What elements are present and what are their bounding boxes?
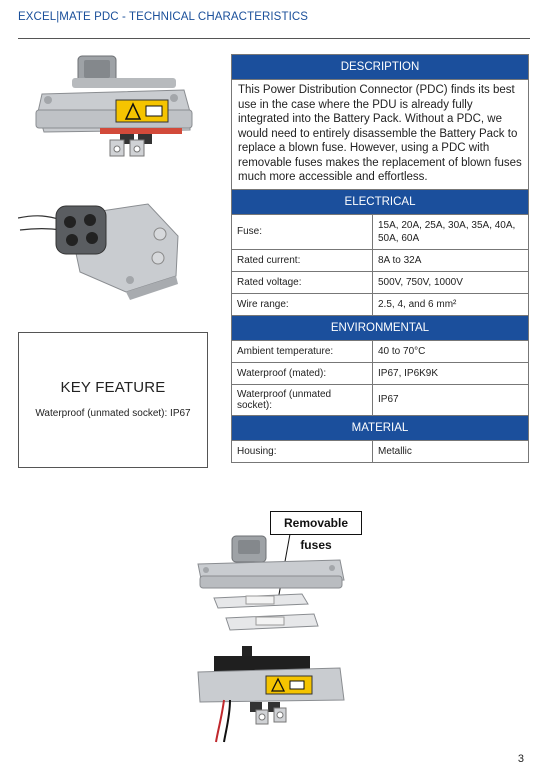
rated-voltage-value: 500V, 750V, 1000V [373, 271, 529, 293]
fuse-value: 15A, 20A, 25A, 30A, 35A, 40A, 50A, 60A [373, 214, 529, 249]
waterproof-unmated-value: IP67 [373, 384, 529, 415]
pdc-product-image-connector [18, 186, 188, 306]
fuse-label: Fuse: [232, 214, 373, 249]
waterproof-unmated-label: Waterproof (unmated socket): [232, 384, 373, 415]
description-heading: DESCRIPTION [232, 55, 529, 80]
key-feature-text: Waterproof (unmated socket): IP67 [35, 408, 191, 419]
key-feature-title: KEY FEATURE [60, 379, 166, 396]
spec-table [231, 54, 529, 463]
environmental-heading: ENVIRONMENTAL [232, 315, 529, 340]
material-heading: MATERIAL [232, 415, 529, 440]
ambient-temperature-label: Ambient temperature: [232, 340, 373, 362]
rated-current-label: Rated current: [232, 249, 373, 271]
housing-label: Housing: [232, 440, 373, 462]
electrical-heading: ELECTRICAL [232, 189, 529, 214]
key-feature-box [18, 332, 208, 468]
page-number: 3 [517, 753, 524, 765]
page-header-title: EXCEL|MATE PDC - TECHNICAL CHARACTERISTICS [18, 11, 309, 23]
waterproof-mated-value: IP67, IP6K9K [373, 362, 529, 384]
rated-voltage-label: Rated voltage: [232, 271, 373, 293]
header-divider [18, 38, 530, 39]
wire-range-value: 2.5, 4, and 6 mm² [373, 293, 529, 315]
rated-current-value: 8A to 32A [373, 249, 529, 271]
pdc-product-image-top [34, 52, 199, 162]
housing-value: Metallic [373, 440, 529, 462]
wire-range-label: Wire range: [232, 293, 373, 315]
description-text: This Power Distribution Connector (PDC) finds its best use in the case where the PDU is already fully integrated into the Battery Pack. Without a PDC, we would need to entirely disassemble the Battery Pack to replace a blown fuse. However, using a PDC with removable fuses makes the replacement of blown fuses much more accessible and effortless. [232, 80, 529, 190]
waterproof-mated-label: Waterproof (mated): [232, 362, 373, 384]
exploded-view-figure [190, 530, 350, 745]
ambient-temperature-value: 40 to 70°C [373, 340, 529, 362]
removable-fuses-callout: Removable fuses [270, 511, 362, 535]
